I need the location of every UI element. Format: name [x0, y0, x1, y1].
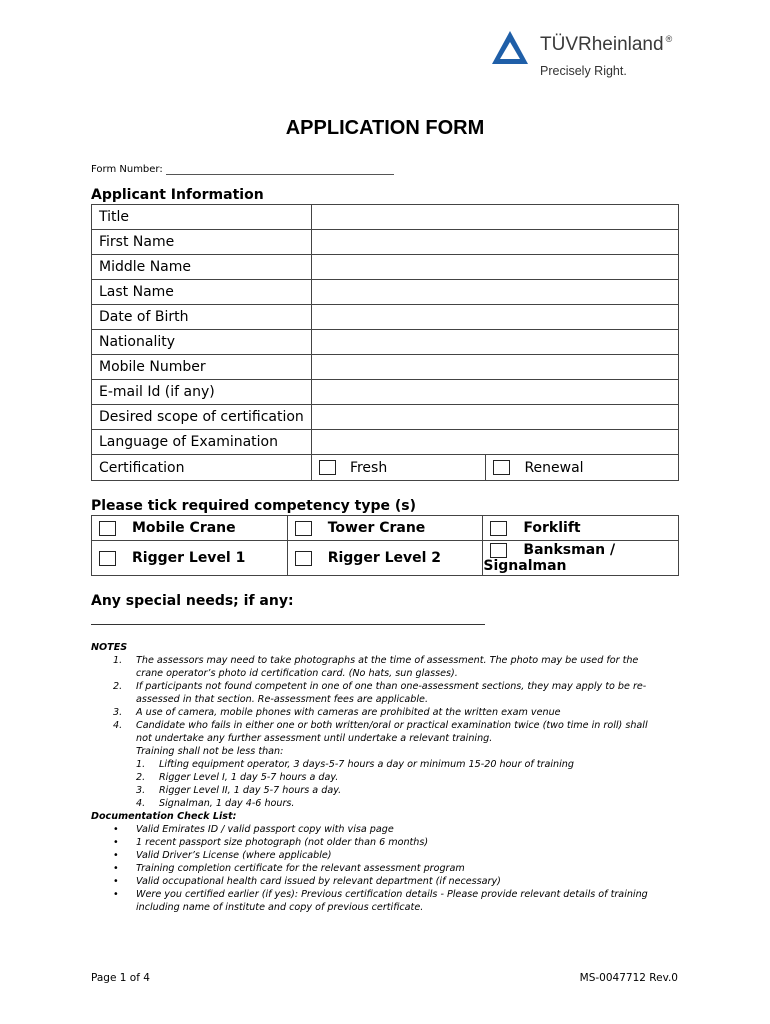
bullet-icon: • — [113, 850, 119, 861]
rigger-level-1-option[interactable]: Rigger Level 1 — [92, 541, 288, 576]
special-needs-field[interactable] — [91, 624, 485, 625]
note-line: 1. The assessors may need to take photographs at the time of assessment. The photo may be used for the — [113, 655, 639, 666]
applicant-heading: Applicant Information — [91, 187, 264, 203]
certification-fresh[interactable]: Fresh — [311, 455, 486, 481]
mobile-crane-option[interactable]: Mobile Crane — [92, 516, 288, 541]
applicant-row — [92, 255, 679, 280]
competency-table — [91, 515, 679, 576]
field-label: Date of Birth — [92, 305, 312, 330]
rigger-level-1-checkbox[interactable] — [99, 551, 116, 566]
special-needs-label: Any special needs; if any: — [91, 593, 294, 609]
applicant-row — [92, 330, 679, 355]
field-label: Title — [92, 205, 312, 230]
field-label: Language of Examination — [92, 430, 312, 455]
applicant-row — [92, 380, 679, 405]
note-line: 3. A use of camera, mobile phones with cameras are prohibited at the written exam venue — [113, 707, 561, 718]
certification-label: Certification — [92, 455, 312, 481]
field-input[interactable] — [311, 355, 678, 380]
field-label: Desired scope of certification — [92, 405, 312, 430]
field-input[interactable] — [311, 205, 678, 230]
training-line: 3. Rigger Level II, 1 day 5-7 hours a day. — [136, 785, 342, 796]
training-line: 4. Signalman, 1 day 4-6 hours. — [136, 798, 295, 809]
checklist-item: including name of institute and copy of previous certificate. — [136, 902, 424, 913]
logo-brand: TÜVRheinland ® — [540, 34, 673, 55]
tuv-triangle-icon — [492, 30, 532, 70]
notes-heading: NOTES — [91, 642, 128, 653]
training-line: 2. Rigger Level I, 1 day 5-7 hours a day. — [136, 772, 339, 783]
banksman-checkbox[interactable] — [490, 543, 507, 558]
field-input[interactable] — [311, 380, 678, 405]
field-input[interactable] — [311, 280, 678, 305]
field-label: First Name — [92, 230, 312, 255]
mobile-crane-checkbox[interactable] — [99, 521, 116, 536]
page-number: Page 1 of 4 — [91, 972, 150, 984]
checklist-heading: Documentation Check List: — [91, 811, 237, 822]
banksman-signalman-option[interactable]: Banksman / Signalman — [483, 541, 679, 576]
note-number: 3. — [113, 707, 123, 718]
applicant-row — [92, 430, 679, 455]
field-label: Nationality — [92, 330, 312, 355]
tuv-logo — [492, 30, 692, 82]
applicant-row — [92, 405, 679, 430]
applicant-table — [91, 204, 679, 481]
checklist-item: • Valid occupational health card issued by relevant department (if necessary) — [113, 876, 501, 887]
note-line: crane operator’s photo id certification card. (No hats, sun glasses). — [136, 668, 458, 679]
tower-crane-option[interactable]: Tower Crane — [287, 516, 483, 541]
applicant-row — [92, 230, 679, 255]
applicant-row — [92, 305, 679, 330]
field-label: Last Name — [92, 280, 312, 305]
bullet-icon: • — [113, 837, 119, 848]
field-input[interactable] — [311, 255, 678, 280]
checklist-item: • 1 recent passport size photograph (not older than 6 months) — [113, 837, 429, 848]
bullet-icon: • — [113, 824, 119, 835]
form-number-field[interactable] — [166, 165, 394, 175]
renewal-checkbox[interactable] — [493, 460, 510, 475]
tower-crane-checkbox[interactable] — [295, 521, 312, 536]
checklist-item: • Valid Emirates ID / valid passport copy with visa page — [113, 824, 394, 835]
applicant-row — [92, 205, 679, 230]
field-input[interactable] — [311, 305, 678, 330]
field-input[interactable] — [311, 330, 678, 355]
certification-row — [92, 455, 679, 481]
bullet-icon: • — [113, 876, 119, 887]
forklift-checkbox[interactable] — [490, 521, 507, 536]
note-line: assessed in that section. Re-assessment fees are applicable. — [136, 694, 428, 705]
field-label: Middle Name — [92, 255, 312, 280]
field-input[interactable] — [311, 230, 678, 255]
fresh-checkbox[interactable] — [319, 460, 336, 475]
note-line: not undertake any further assessment until undertake a relevant training. — [136, 733, 493, 744]
note-number: 1. — [113, 655, 123, 666]
competency-heading: Please tick required competency type (s) — [91, 498, 416, 514]
note-line: Training shall not be less than: — [136, 746, 284, 757]
note-line: 2. If participants not found competent in one of one than one-assessment sections, they may apply to be re- — [113, 681, 647, 692]
logo-tagline: Precisely Right. — [540, 64, 627, 78]
field-label: E-mail Id (if any) — [92, 380, 312, 405]
checklist-item: • Training completion certificate for the relevant assessment program — [113, 863, 465, 874]
field-input[interactable] — [311, 430, 678, 455]
page-title: APPLICATION FORM — [285, 117, 485, 139]
applicant-row — [92, 280, 679, 305]
bullet-icon: • — [113, 863, 119, 874]
rigger-level-2-option[interactable]: Rigger Level 2 — [287, 541, 483, 576]
training-line: 1. Lifting equipment operator, 3 days-5-7 hours a day or minimum 15-20 hour of training — [136, 759, 574, 770]
field-input[interactable] — [311, 405, 678, 430]
note-line: 4. Candidate who fails in either one or both written/oral or practical examination twice (two time in roll) shall — [113, 720, 648, 731]
rigger-level-2-checkbox[interactable] — [295, 551, 312, 566]
forklift-option[interactable]: Forklift — [483, 516, 679, 541]
notes-section — [91, 641, 691, 914]
checklist-item: • Were you certified earlier (if yes): Previous certification details - Please provide relevant details of training — [113, 889, 648, 900]
field-label: Mobile Number — [92, 355, 312, 380]
document-id: MS-0047712 Rev.0 — [579, 972, 678, 984]
applicant-row — [92, 355, 679, 380]
note-number: 2. — [113, 681, 123, 692]
form-number: Form Number: — [91, 164, 394, 175]
certification-renewal[interactable]: Renewal — [486, 455, 679, 481]
note-number: 4. — [113, 720, 123, 731]
bullet-icon: • — [113, 889, 119, 900]
checklist-item: • Valid Driver’s License (where applicable) — [113, 850, 332, 861]
